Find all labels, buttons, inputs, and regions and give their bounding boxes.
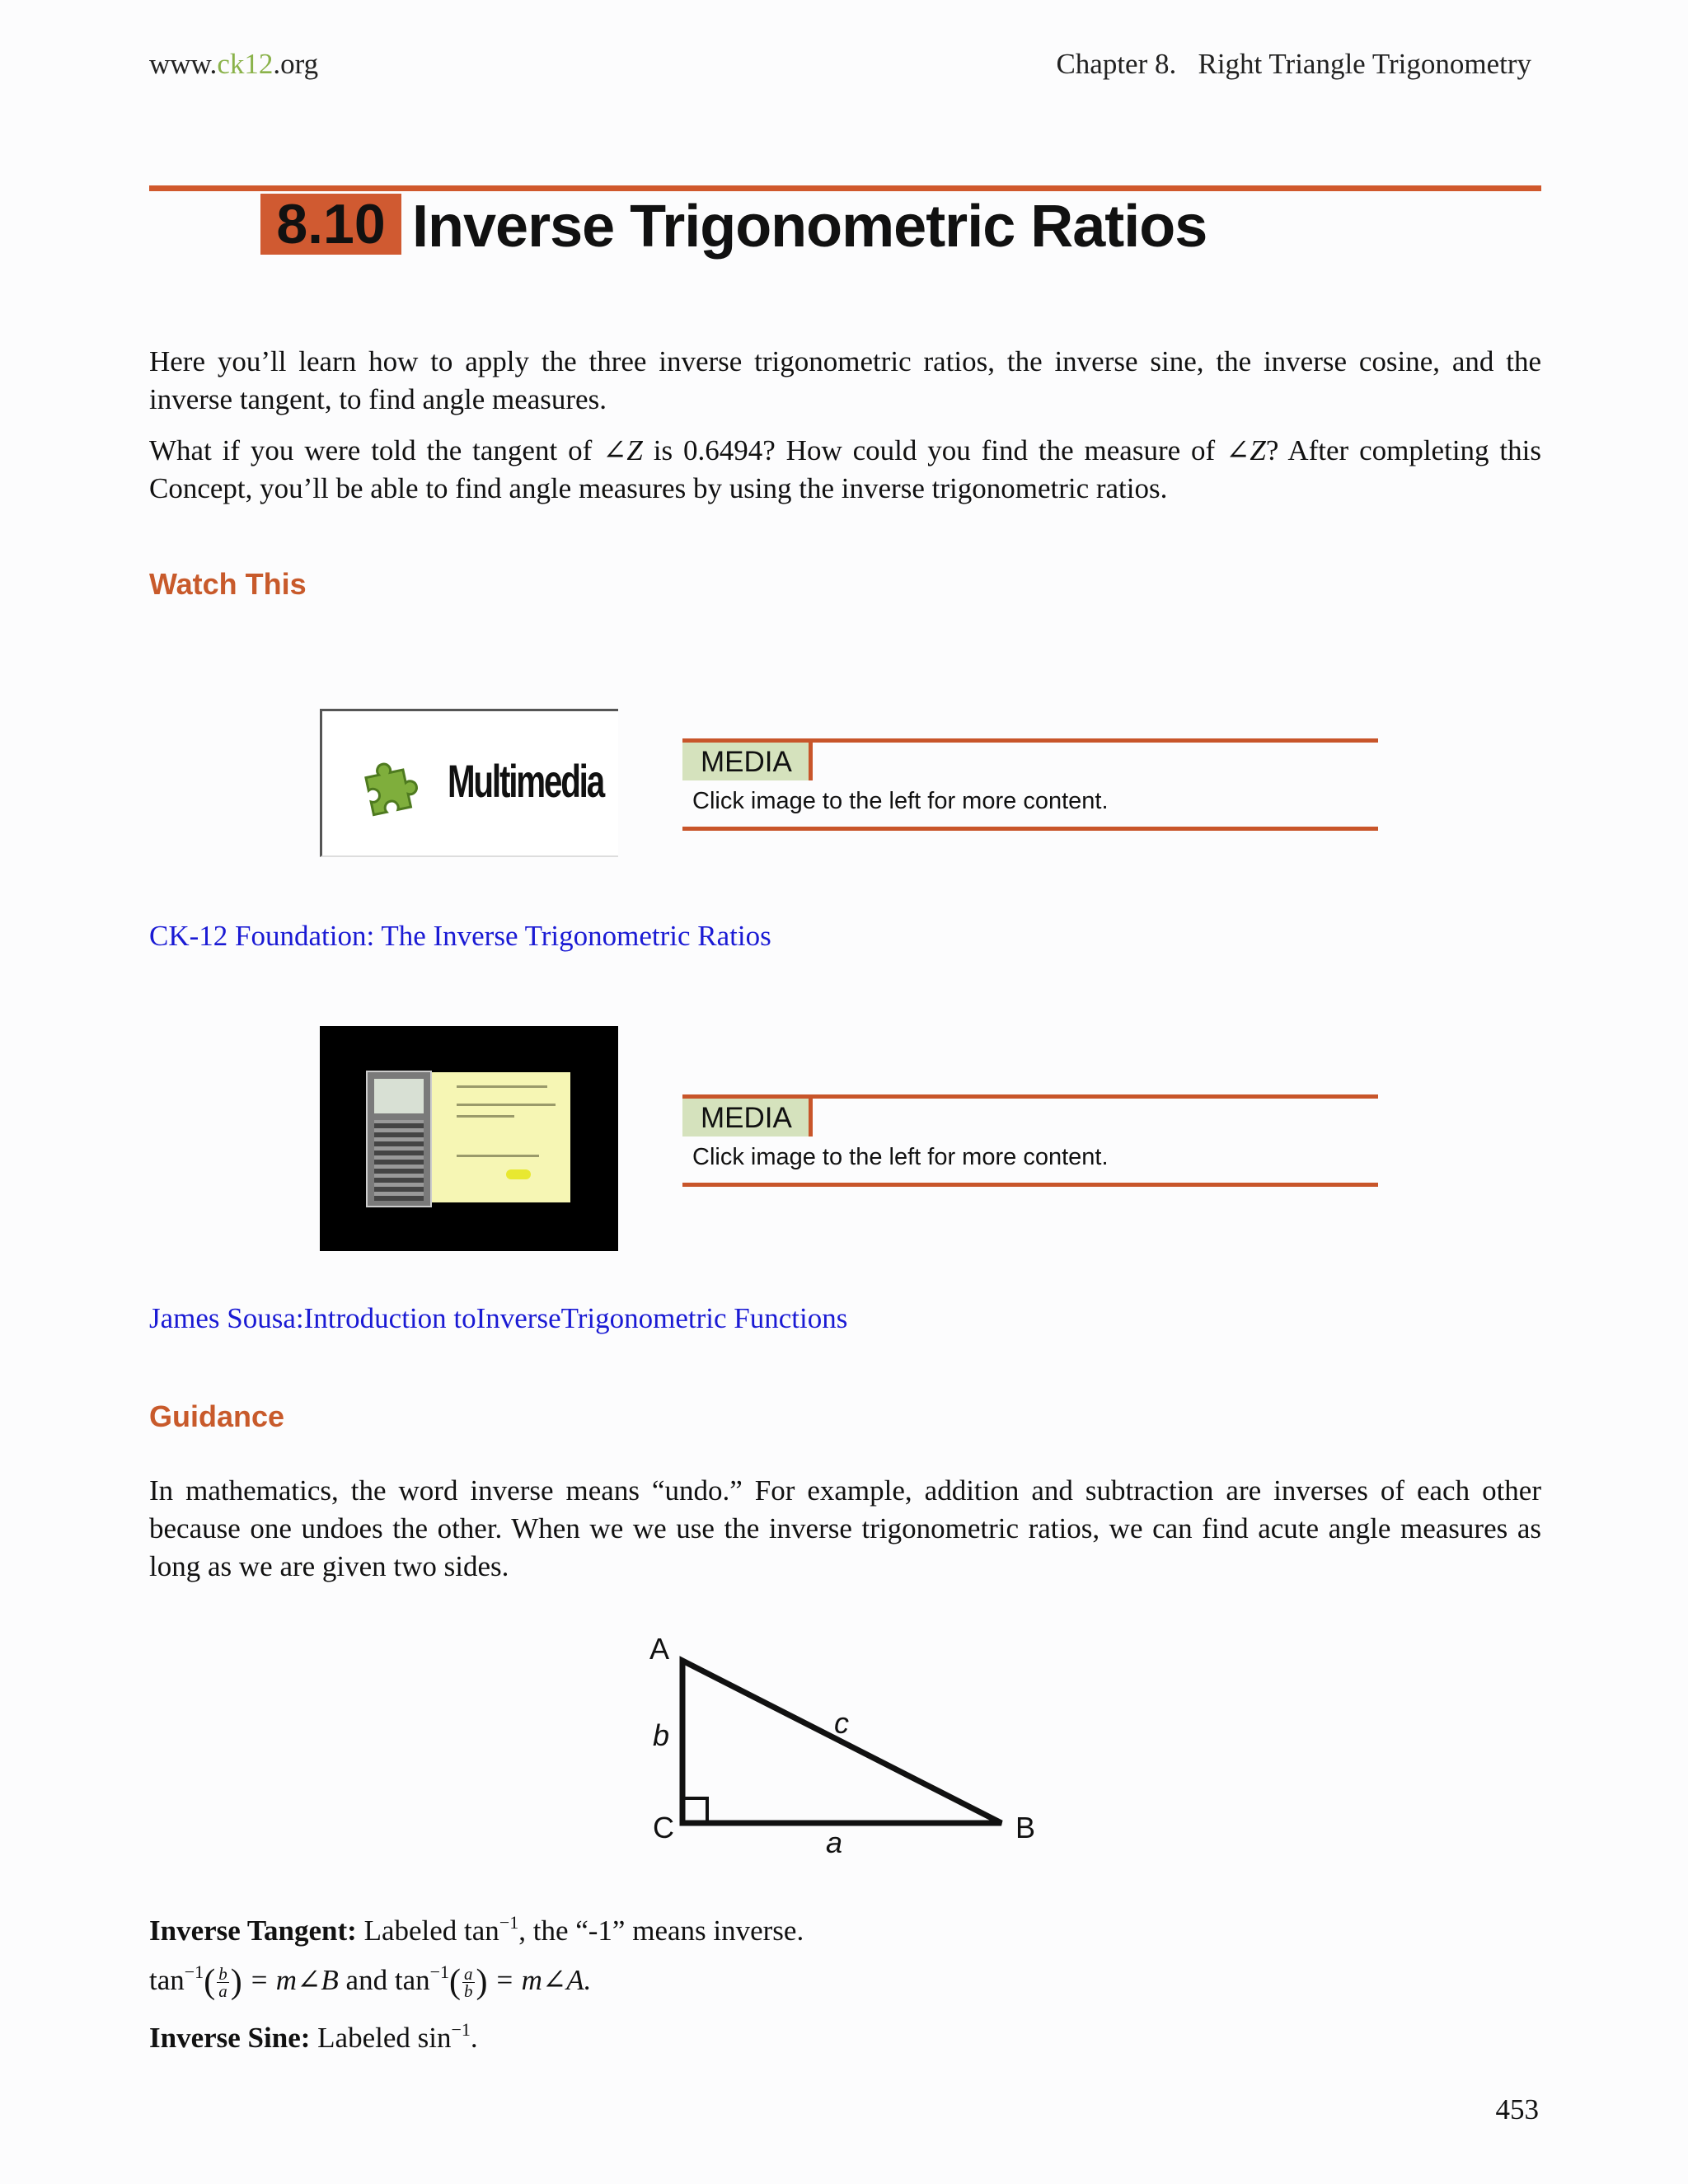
denominator: b [464, 1981, 473, 2002]
section-number: 8.10 [260, 194, 401, 255]
guidance-heading: Guidance [149, 1399, 285, 1433]
inline-text: Labeled tan [356, 1915, 499, 1947]
tangent-formula [149, 1961, 591, 2001]
intro-text: is 0.6494? How could you find the measure of [642, 434, 1226, 466]
intro-text: ? After completing this Concept, you’ll be able to find angle measures by using the inverse trigonometric ratios. [149, 434, 1541, 504]
close-paren: ) [230, 1963, 242, 2001]
video-thumbnail[interactable] [320, 1026, 618, 1251]
title-rule [149, 185, 1541, 191]
right-triangle-diagram [635, 1628, 1047, 1867]
url-suffix: .org [273, 48, 319, 80]
superscript: −1 [429, 1961, 450, 1982]
media-rule [682, 827, 1378, 831]
equals-m-angle-a: = m∠A. [487, 1964, 592, 1996]
media-tag: MEDIA [682, 1099, 813, 1137]
header-url[interactable] [149, 48, 318, 81]
triangle-shape [682, 1661, 1001, 1823]
superscript: −1 [499, 1912, 519, 1933]
numerator: b [218, 1964, 227, 1985]
board-line [457, 1104, 556, 1106]
intro-paragraph-2 [149, 432, 1541, 508]
vertex-b-label: B [1015, 1811, 1036, 1844]
numerator: a [464, 1964, 473, 1985]
side-b-label: b [653, 1718, 670, 1752]
inline-text: . [470, 2022, 478, 2054]
open-paren: ( [204, 1963, 216, 2001]
open-paren: ( [449, 1963, 462, 2001]
page-number: 453 [1495, 2093, 1539, 2125]
fn-name: tan [394, 1964, 430, 1996]
inverse-sine-line [149, 2019, 478, 2057]
inline-text: Labeled sin [310, 2022, 452, 2054]
whiteboard-image [432, 1072, 570, 1202]
side-a-label: a [826, 1825, 843, 1859]
multimedia-label: Multimedia [448, 755, 603, 807]
board-line [457, 1115, 514, 1118]
media-callout-1 [682, 738, 1378, 831]
equals-m-angle-b: = m∠B [241, 1964, 339, 1996]
angle-z: ∠Z [603, 434, 643, 466]
multimedia-thumbnail[interactable] [320, 709, 618, 857]
media-caption: Click image to the left for more content. [692, 1144, 1109, 1170]
calculator-keys [374, 1120, 424, 1201]
board-line [457, 1085, 547, 1088]
superscript: −1 [451, 2019, 471, 2040]
board-line [457, 1155, 539, 1157]
side-c-label: c [834, 1706, 849, 1740]
inverse-tangent-label: Inverse Tangent: [149, 1915, 357, 1947]
inverse-sine-label: Inverse Sine: [149, 2022, 311, 2054]
intro-text: What if you were told the tangent of [149, 434, 603, 466]
fn-name: tan [149, 1964, 185, 1996]
and-text: and [338, 1964, 395, 1996]
calculator-image [366, 1071, 432, 1207]
inverse-tangent-line [149, 1912, 804, 1950]
media-tag: MEDIA [682, 743, 813, 780]
url-prefix: www. [149, 48, 218, 80]
angle-z: ∠Z [1226, 434, 1266, 466]
watch-this-heading: Watch This [149, 567, 307, 601]
puzzle-icon [360, 754, 426, 820]
denominator: a [218, 1981, 227, 2002]
superscript: −1 [184, 1961, 204, 1982]
right-angle-marker [682, 1798, 707, 1823]
fraction-b-over-a [217, 1964, 229, 2002]
media-callout-2 [682, 1094, 1378, 1187]
vertex-c-label: C [653, 1811, 674, 1844]
highlight-dot [506, 1169, 531, 1179]
vertex-a-label: A [649, 1632, 670, 1666]
section-title: Inverse Trigonometric Ratios [412, 194, 1207, 260]
guidance-paragraph: In mathematics, the word inverse means “undo.” For example, addition and subtraction are inverses of each other because one undoes the other. When we we use the inverse trigonometric ratios, we can find acute angle measures as long as we are given two sides. [149, 1474, 1541, 1582]
close-paren: ) [476, 1963, 488, 2001]
chapter-title: Chapter 8. Right Triangle Trigonometry [1056, 48, 1531, 80]
media-rule [682, 1183, 1378, 1187]
sousa-video-link[interactable]: James Sousa:Introduction toInverseTrigonometric Functions [149, 1302, 848, 1334]
inline-text: , the “-1” means inverse. [518, 1915, 804, 1947]
ck12-video-link[interactable]: CK-12 Foundation: The Inverse Trigonometric Ratios [149, 920, 771, 952]
media-caption: Click image to the left for more content. [692, 788, 1109, 814]
fraction-a-over-b [462, 1964, 475, 2002]
url-brand: ck12 [217, 48, 274, 80]
intro-paragraph-1: Here you’ll learn how to apply the three inverse trigonometric ratios, the inverse sine, the inverse cosine, and the inverse tangent, to find angle measures. [149, 345, 1541, 415]
calculator-screen [374, 1079, 424, 1113]
